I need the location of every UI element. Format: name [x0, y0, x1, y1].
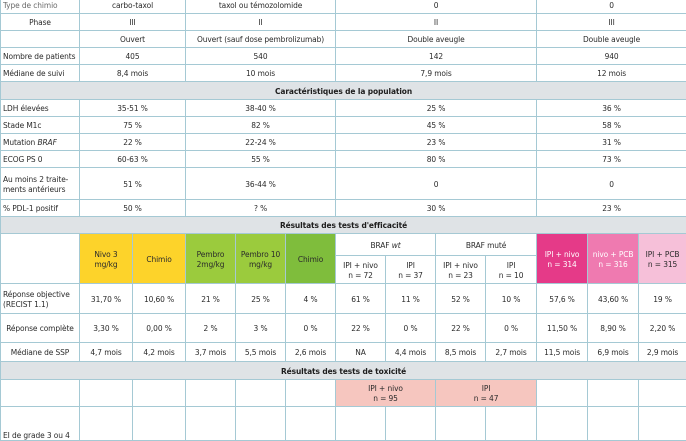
- cell: 4 %: [286, 284, 336, 314]
- ipipcb-header: [639, 234, 686, 284]
- header-n: n = 315: [648, 259, 677, 269]
- cell: 10,60 %: [133, 284, 186, 314]
- cell: 2,9 mois: [639, 343, 686, 362]
- row-label: Nombre de patients: [1, 48, 80, 65]
- cell: 36-44 %: [186, 168, 336, 200]
- nivo3-header: Nivo 3 mg/kg: [80, 234, 133, 284]
- cell: [639, 407, 686, 441]
- cell: 73 %: [537, 151, 686, 168]
- cell: 142: [336, 48, 537, 65]
- cell: 31 %: [537, 134, 686, 151]
- pop-row-stade: [1, 117, 686, 134]
- cell: 22-24 %: [186, 134, 336, 151]
- row-label: Au moins 2 traite-ments antérieurs: [1, 168, 80, 200]
- section-title: Résultats des tests d'efficacité: [1, 217, 686, 234]
- braf-wt-text: BRAF: [370, 240, 391, 250]
- cell: [537, 407, 588, 441]
- cell: ? %: [186, 200, 336, 217]
- cell: 80 %: [336, 151, 537, 168]
- cell: III: [537, 14, 686, 31]
- row-label: Type de chimio: [1, 0, 80, 14]
- efficacy-header-row1: [1, 234, 686, 256]
- ipi-wt-header: [386, 256, 436, 284]
- tox-ipinivo-header: [336, 380, 436, 407]
- row-label: Phase: [1, 14, 80, 31]
- row-label: % PDL-1 positif: [1, 200, 80, 217]
- cell: 30 %: [336, 200, 537, 217]
- cell: NA: [336, 343, 386, 362]
- row-label: Stade M1c: [1, 117, 80, 134]
- header-label: IPI + nivo: [443, 260, 478, 270]
- ipinivo-mut-header: [436, 256, 486, 284]
- cell: 4,2 mois: [133, 343, 186, 362]
- cell-empty: [133, 380, 186, 407]
- cell: 2,20 %: [639, 314, 686, 343]
- cell: [133, 407, 186, 441]
- cell: 22 %: [436, 314, 486, 343]
- cell: [186, 407, 236, 441]
- braf-wt-italic: wt: [392, 240, 401, 250]
- cell: 38-40 %: [186, 100, 336, 117]
- cell: Ouvert (sauf dose pembrolizumab): [186, 31, 336, 48]
- header-label: IPI: [482, 383, 491, 393]
- header-n: n = 37: [398, 270, 423, 280]
- cell: 31,70 %: [80, 284, 133, 314]
- cell: 8,4 mois: [80, 65, 186, 82]
- pembro2-header: Pembro 2mg/kg: [186, 234, 236, 284]
- header-n: n = 10: [499, 270, 524, 280]
- cell: Double aveugle: [336, 31, 537, 48]
- cell: [386, 407, 436, 441]
- cell-empty: [639, 380, 686, 407]
- cell: 43,60 %: [588, 284, 639, 314]
- cell: 75 %: [80, 117, 186, 134]
- header-label: IPI + nivo: [545, 249, 580, 259]
- header-n: n = 316: [598, 259, 627, 269]
- cell: 2 %: [186, 314, 236, 343]
- cell: 11 %: [386, 284, 436, 314]
- phase-row: [1, 14, 686, 31]
- ipinivo-314-header: [537, 234, 588, 284]
- cell: [286, 407, 336, 441]
- toxicity-section-header: [1, 362, 686, 380]
- cell: III: [80, 14, 186, 31]
- cell: 540: [186, 48, 336, 65]
- pop-row-ecog: [1, 151, 686, 168]
- cell: [236, 407, 286, 441]
- cell: 0: [537, 0, 686, 14]
- cell: 23 %: [336, 134, 537, 151]
- pembro10-header: Pembro 10 mg/kg: [236, 234, 286, 284]
- cell: 60-63 %: [80, 151, 186, 168]
- cell: [588, 407, 639, 441]
- cell: 10 mois: [186, 65, 336, 82]
- cell: 10 %: [486, 284, 537, 314]
- cell: 0 %: [286, 314, 336, 343]
- eff-row-ssp: [1, 343, 686, 362]
- cell: 405: [80, 48, 186, 65]
- row-label: EI de grade 3 ou 4: [1, 407, 80, 441]
- cell: 940: [537, 48, 686, 65]
- row-label: ECOG PS 0: [1, 151, 80, 168]
- section-title: Caractéristiques de la population: [1, 82, 686, 100]
- pop-row-braf: [1, 134, 686, 151]
- tox-ipi-header: [436, 380, 537, 407]
- cell: 51 %: [80, 168, 186, 200]
- pop-row-ldh: [1, 100, 686, 117]
- cell: Double aveugle: [537, 31, 686, 48]
- cell: 8,5 mois: [436, 343, 486, 362]
- cell: II: [186, 14, 336, 31]
- cell: 2,7 mois: [486, 343, 537, 362]
- cell: 50 %: [80, 200, 186, 217]
- cell: [436, 407, 486, 441]
- cell-empty: [537, 380, 588, 407]
- corner-empty: [1, 380, 80, 407]
- type-chimio-row: [1, 0, 686, 14]
- cell: 55 %: [186, 151, 336, 168]
- efficacy-section-header: [1, 217, 686, 234]
- cell: [486, 407, 537, 441]
- cell: 0: [537, 168, 686, 200]
- header-n: n = 72: [348, 270, 373, 280]
- row-label: Médiane de suivi: [1, 65, 80, 82]
- eff-row-reponse-objective: [1, 284, 686, 314]
- cell: 21 %: [186, 284, 236, 314]
- cell: 0 %: [386, 314, 436, 343]
- row-label-empty: [1, 31, 80, 48]
- braf-mut-header: BRAF muté: [436, 234, 537, 256]
- row-label: LDH élevées: [1, 100, 80, 117]
- header-label: IPI + nivo: [368, 383, 403, 393]
- cell: 36 %: [537, 100, 686, 117]
- cell: 0,00 %: [133, 314, 186, 343]
- cell: [80, 407, 133, 441]
- cell: 6,9 mois: [588, 343, 639, 362]
- row-label: Réponse complète: [1, 314, 80, 343]
- nivopcb-header: [588, 234, 639, 284]
- header-n: n = 95: [373, 393, 398, 403]
- eff-row-reponse-complete: [1, 314, 686, 343]
- header-label: IPI: [406, 260, 415, 270]
- cell: 0 %: [486, 314, 537, 343]
- cell: 82 %: [186, 117, 336, 134]
- cell: Ouvert: [80, 31, 186, 48]
- cell: 57,6 %: [537, 284, 588, 314]
- row-label: [1, 134, 80, 151]
- cell: 3 %: [236, 314, 286, 343]
- cell: 4,7 mois: [80, 343, 133, 362]
- header-label: nivo + PCB: [593, 249, 634, 259]
- label-italic: BRAF: [37, 137, 56, 147]
- cell: 0: [336, 0, 537, 14]
- cell-empty: [236, 380, 286, 407]
- cell: carbo-taxol: [80, 0, 186, 14]
- header-label: IPI + nivo: [343, 260, 378, 270]
- cell: 19 %: [639, 284, 686, 314]
- cell-empty: [588, 380, 639, 407]
- cell: 58 %: [537, 117, 686, 134]
- header-n: n = 47: [474, 393, 499, 403]
- cell: II: [336, 14, 537, 31]
- header-n: n = 314: [547, 259, 576, 269]
- ipinivo-wt-header: [336, 256, 386, 284]
- cell: 25 %: [336, 100, 537, 117]
- cell: 4,4 mois: [386, 343, 436, 362]
- cell: 22 %: [336, 314, 386, 343]
- cell: 35-51 %: [80, 100, 186, 117]
- cell: 2,6 mois: [286, 343, 336, 362]
- cell: 12 mois: [537, 65, 686, 82]
- header-n: n = 23: [448, 270, 473, 280]
- cell: 61 %: [336, 284, 386, 314]
- nb-patients-row: [1, 48, 686, 65]
- cell: taxol ou témozolomide: [186, 0, 336, 14]
- section-title: Résultats des tests de toxicité: [1, 362, 686, 380]
- cell-empty: [286, 380, 336, 407]
- suivi-row: [1, 65, 686, 82]
- cell: 22 %: [80, 134, 186, 151]
- cell: 25 %: [236, 284, 286, 314]
- header-label: IPI: [507, 260, 516, 270]
- ipi-mut-header: [486, 256, 537, 284]
- cell: 11,5 mois: [537, 343, 588, 362]
- row-label: Réponse objective (RECIST 1.1): [1, 284, 80, 314]
- chimio2-header: Chimio: [286, 234, 336, 284]
- design-row: [1, 31, 686, 48]
- braf-wt-header: [336, 234, 436, 256]
- cell: 3,30 %: [80, 314, 133, 343]
- cell: 3,7 mois: [186, 343, 236, 362]
- cell: 7,9 mois: [336, 65, 537, 82]
- corner-empty: [1, 234, 80, 284]
- cell: 52 %: [436, 284, 486, 314]
- chimio1-header: Chimio: [133, 234, 186, 284]
- pop-row-pdl1: [1, 200, 686, 217]
- cell: 11,50 %: [537, 314, 588, 343]
- header-label: IPI + PCB: [646, 249, 680, 259]
- cell-empty: [80, 380, 133, 407]
- cell: 45 %: [336, 117, 537, 134]
- tox-row-ei: [1, 407, 686, 441]
- cell: 8,90 %: [588, 314, 639, 343]
- population-section-header: [1, 82, 686, 100]
- row-label: Médiane de SSP: [1, 343, 80, 362]
- cell: [336, 407, 386, 441]
- cell: 0: [336, 168, 537, 200]
- tox-header-row: [1, 380, 686, 407]
- label-text: Mutation: [3, 137, 37, 147]
- cell: 23 %: [537, 200, 686, 217]
- cell: 5,5 mois: [236, 343, 286, 362]
- pop-row-traitements: [1, 168, 686, 200]
- cell-empty: [186, 380, 236, 407]
